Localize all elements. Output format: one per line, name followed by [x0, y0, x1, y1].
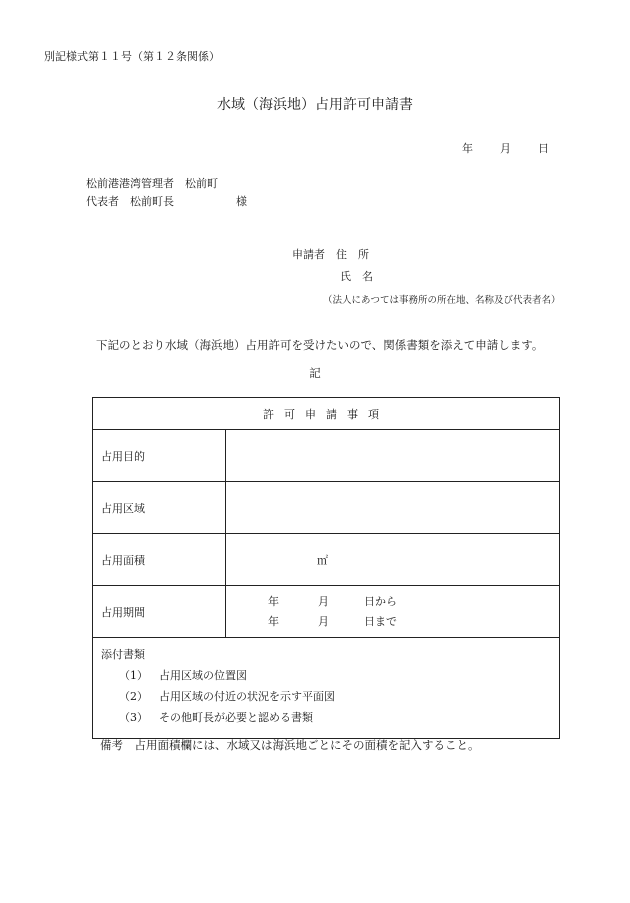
date-month: 月 — [500, 142, 511, 155]
period-to-year: 年 — [268, 615, 279, 628]
period-to-month: 月 — [318, 615, 329, 628]
date-day: 日 — [538, 142, 549, 155]
applicant-name-label: 氏 名 — [340, 270, 373, 283]
field-area-zone[interactable] — [226, 482, 560, 534]
date-year: 年 — [462, 142, 473, 155]
label-area-zone: 占用区域 — [93, 482, 226, 534]
row-area-zone — [93, 482, 560, 534]
addressee-name: 代表者 松前町長 — [86, 195, 174, 208]
addressee-line2 — [86, 193, 247, 209]
period-from-day: 日から — [364, 595, 397, 608]
attachments-title: 添付書類 — [101, 648, 145, 661]
row-area-size — [93, 534, 560, 586]
applicant-note: （法人にあつては事務所の所在地、名称及び代表者名） — [323, 295, 561, 306]
page-title: 水域（海浜地）占用許可申請書 — [217, 97, 413, 113]
attachment-item: （3） その他町長が必要と認める書類 — [119, 711, 313, 724]
addressee-line1: 松前港港湾管理者 松前町 — [86, 177, 218, 190]
period-from-year: 年 — [268, 595, 279, 608]
remark: 備考 占用面積欄には、水域又は海浜地ごとにその面積を記入すること。 — [100, 738, 480, 752]
row-period — [93, 586, 560, 638]
attachment-item: （1） 占用区域の位置図 — [119, 669, 247, 682]
label-period: 占用期間 — [93, 586, 226, 638]
period-from-month: 月 — [318, 595, 329, 608]
field-area-size[interactable] — [226, 534, 560, 586]
form-number: 別記様式第１１号（第１２条関係） — [44, 50, 220, 63]
table-header: 許可申請事項 — [93, 398, 560, 430]
label-area-size: 占用面積 — [93, 534, 226, 586]
applicant-address-label: 申請者 住 所 — [292, 248, 369, 261]
field-purpose[interactable] — [226, 430, 560, 482]
period-to-day: 日まで — [364, 615, 397, 628]
addressee-honorific: 様 — [236, 195, 247, 208]
attachment-item: （2） 占用区域の付近の状況を示す平面図 — [119, 690, 335, 703]
field-period[interactable] — [226, 586, 560, 638]
row-purpose — [93, 430, 560, 482]
body-text: 下記のとおり水域（海浜地）占用許可を受けたいので、関係書類を添えて申請します。 — [96, 338, 544, 352]
application-table — [92, 397, 560, 739]
ki-heading: 記 — [309, 366, 321, 380]
date-line — [462, 140, 549, 156]
area-unit: ㎡ — [317, 553, 328, 567]
label-purpose: 占用目的 — [93, 430, 226, 482]
attachments-cell — [93, 638, 560, 739]
